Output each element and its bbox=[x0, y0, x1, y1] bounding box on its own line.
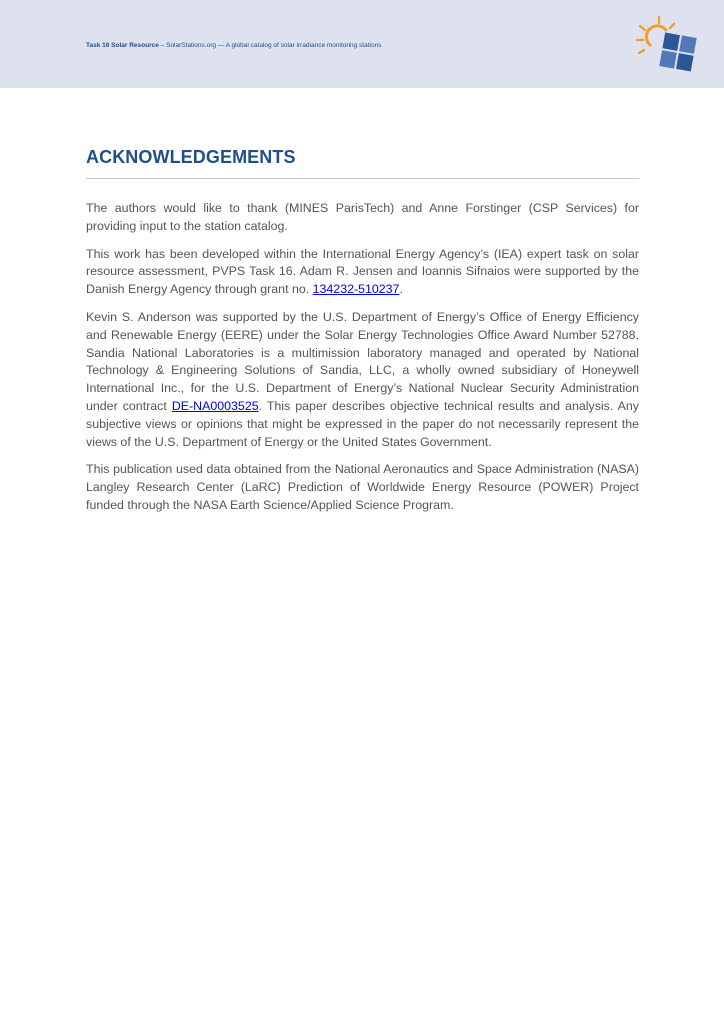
sun-ray-left-upper bbox=[640, 26, 645, 30]
paragraph-3 bbox=[86, 309, 639, 451]
solar-panel bbox=[659, 32, 696, 71]
title-divider bbox=[86, 178, 639, 179]
sun-ray-left-lower bbox=[639, 50, 644, 53]
paragraph-3-text: Kevin S. Anderson was supported by the U.S. Department of Energy’s Office of Energy Efficiency and Renewable Energy (EERE) under the Solar Energy Technologies Office Award Number 52788. Sandia National Laboratories is a multimission laboratory managed and operated by National Technology & Engineering Solutions of Sandia, LLC, a wholly owned subsidiary of Honeywell International Inc., for the U.S. Department of Energy’s National Nuclear Security Administration under contract bbox=[86, 309, 639, 413]
paragraph-1: The authors would like to thank (MINES ParisTech) and Anne Forstinger (CSP Services) for providing input to the station catalog. bbox=[86, 201, 639, 233]
acknowledgements-body bbox=[86, 200, 639, 525]
sun-arc bbox=[646, 26, 666, 45]
page-title: ACKNOWLEDGEMENTS bbox=[86, 147, 296, 167]
paragraph-4: This publication used data obtained from the National Aeronautics and Space Administration (NASA) Langley Research Center (LaRC) Prediction of Worldwide Energy Resource (POWER) Project funded through the NASA Earth Science/Applied Science Program. bbox=[86, 462, 639, 512]
header-band bbox=[0, 0, 724, 88]
sun-and-solar-panel-icon bbox=[634, 14, 698, 74]
paragraph-3-end: . This paper describes objective technical results and analysis. Any subjective views or opinions that might be expressed in the paper do not necessarily represent the views of the U.S. Department of Energy or the United States Government. bbox=[86, 398, 639, 449]
running-header bbox=[86, 42, 381, 49]
paragraph-2-text: This work has been developed within the International Energy Agency’s (IEA) expert task on solar resource assessment, PVPS Task 16. Adam R. Jensen and Ioannis Sifnaios were supported by the Danish Energy Agency through grant no. bbox=[86, 246, 639, 297]
contract-number-link[interactable]: DE-NA0003525 bbox=[171, 398, 259, 413]
sun-ray-right-upper bbox=[670, 24, 674, 28]
paragraph-2-end: . bbox=[399, 282, 403, 297]
paragraph-2 bbox=[86, 246, 639, 299]
header-site-description: SolarStations.org — A global catalog of solar irradiance monitoring stations bbox=[166, 42, 382, 49]
header-task-label: Task 16 Solar Resource bbox=[86, 42, 159, 49]
header-separator: – bbox=[158, 42, 167, 49]
grant-number-link[interactable]: 134232-510237 bbox=[312, 282, 400, 297]
